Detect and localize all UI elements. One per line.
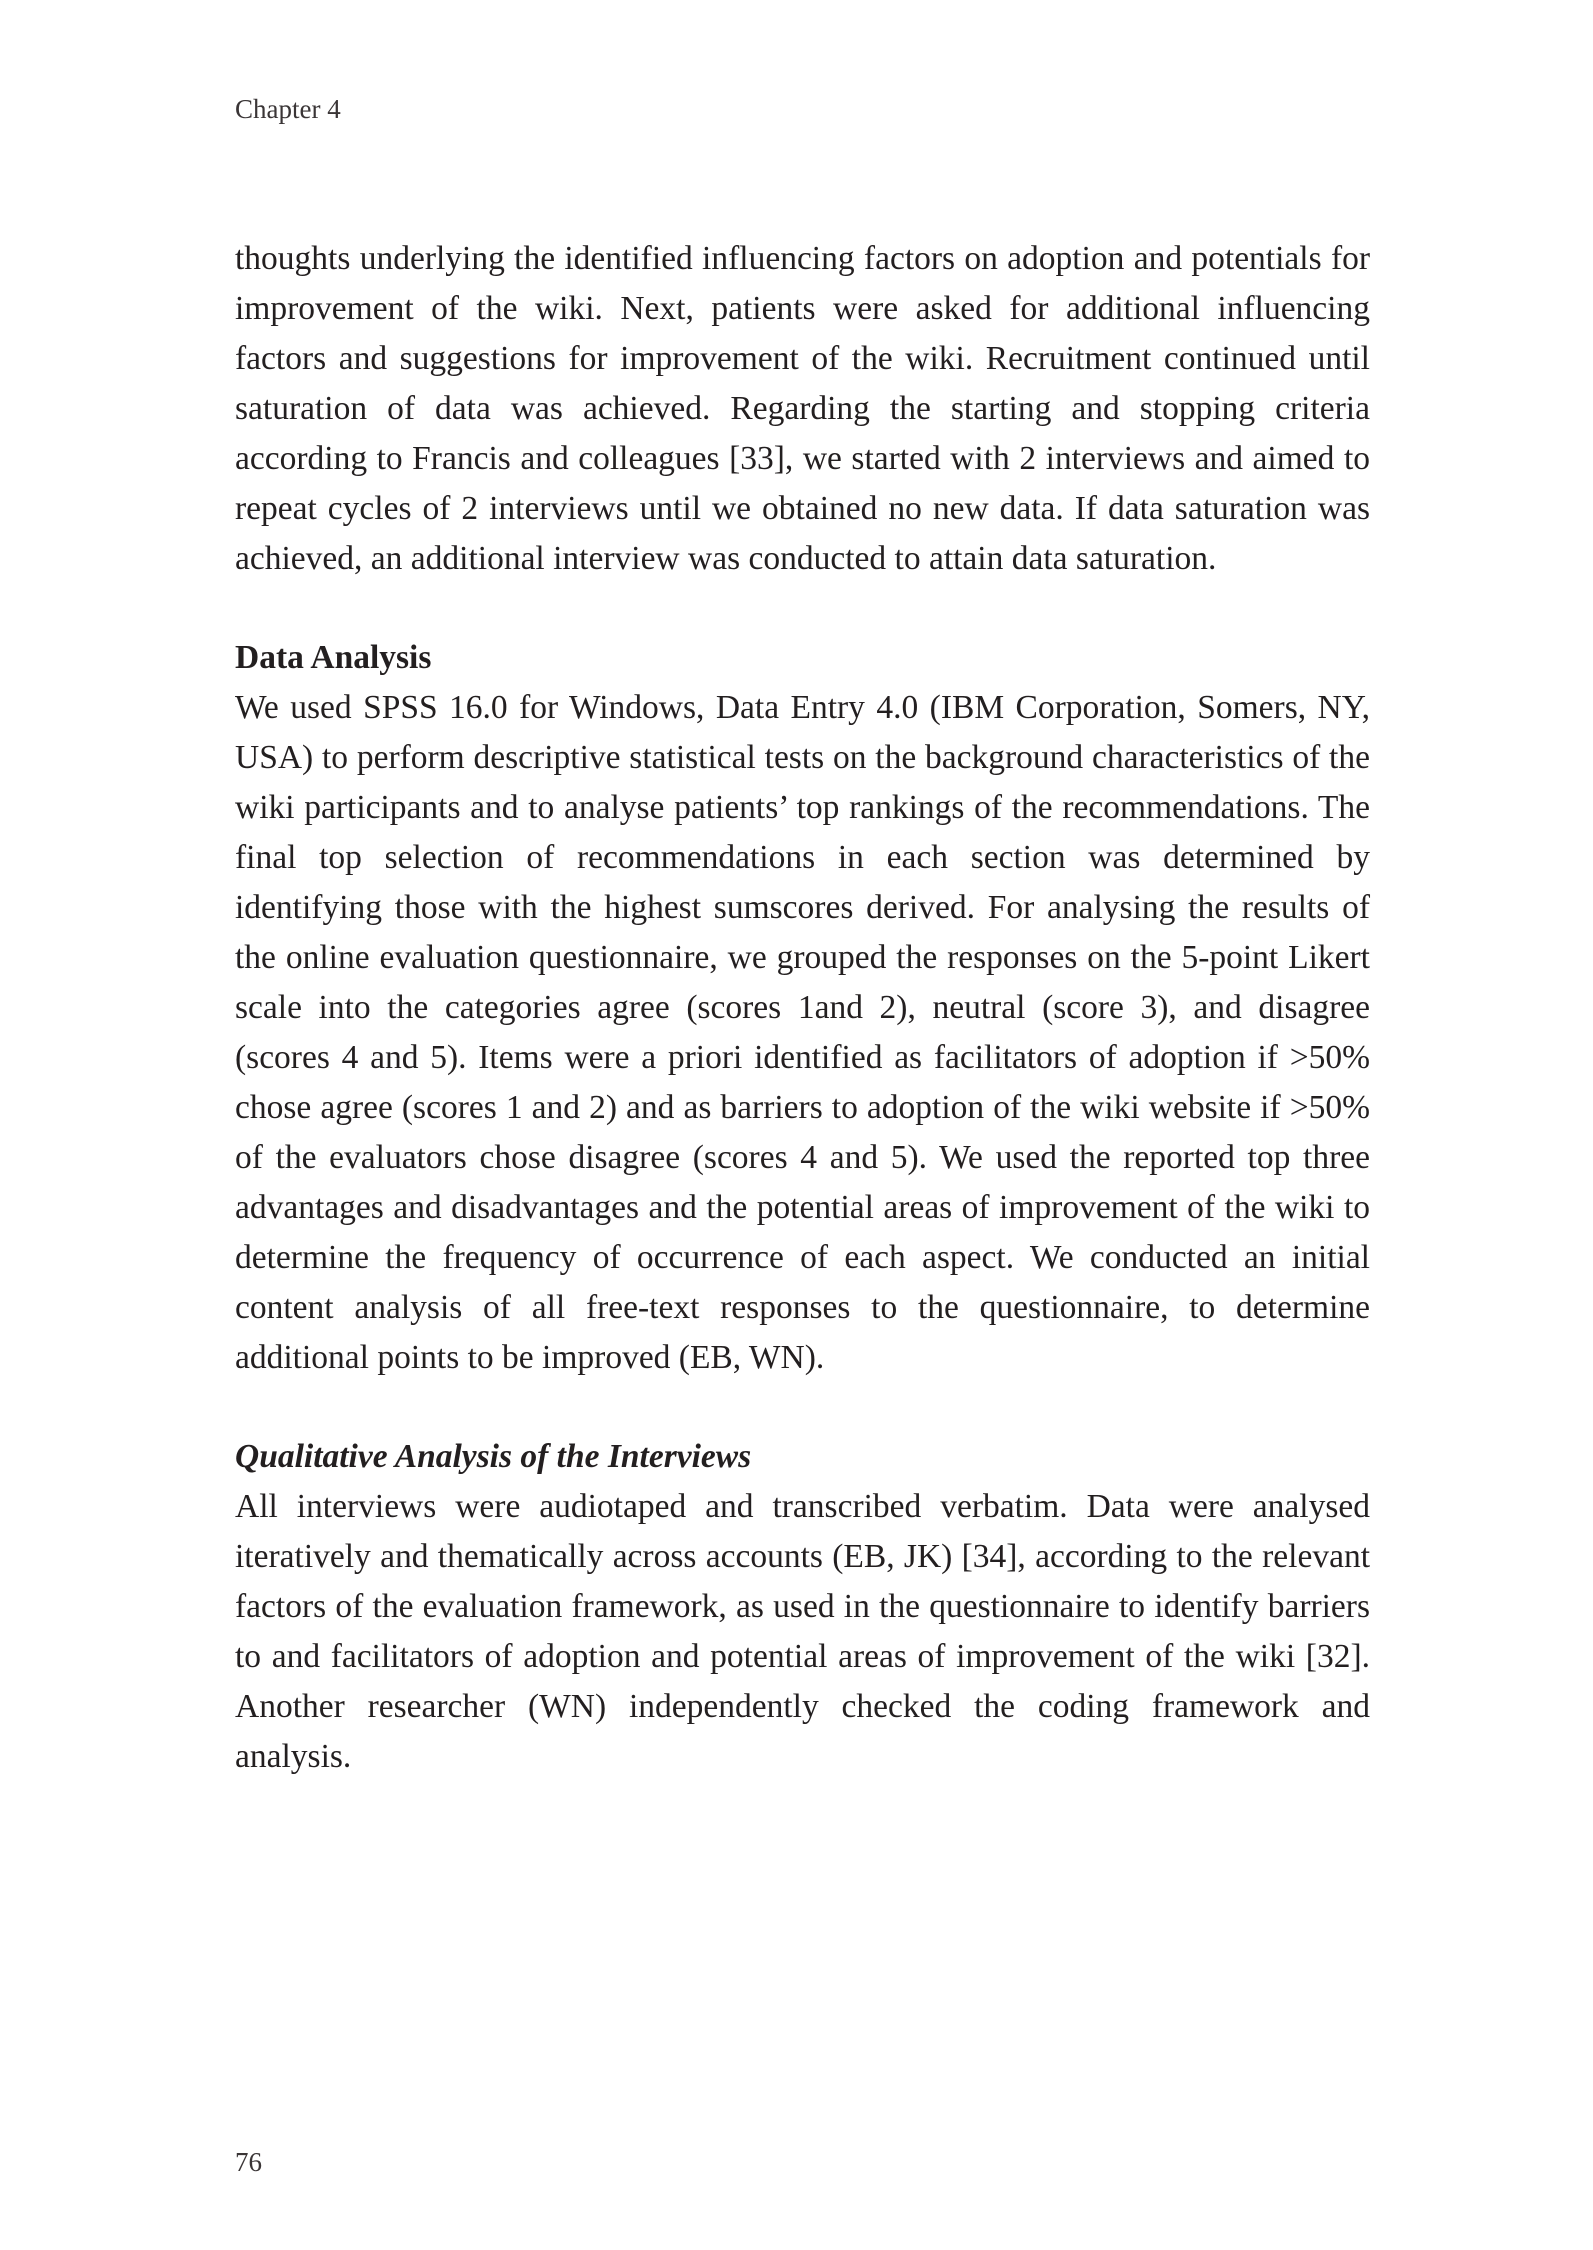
- section-heading-data-analysis: Data Analysis: [235, 639, 432, 676]
- body-paragraph-data-analysis: We used SPSS 16.0 for Windows, Data Entry 4.0 (IBM Corporation, Somers, NY, USA) to perform descriptive statistical tests on the background characteristics of the wiki participants and to analyse patients’ top rankings of the recommendations. The final top selection of recommendations in each section was determined by identifying those with the highest sumscores derived. For analysing the results of the online evaluation questionnaire, we grouped the responses on the 5-point Likert scale into the categories agree (scores 1and 2), neutral (score 3), and disagree (scores 4 and 5). Items were a priori identified as facilitators of adoption if >50% chose agree (scores 1 and 2) and as barriers to adoption of the wiki website if >50% of the evaluators chose disagree (scores 4 and 5). We used the reported top three advantages and disadvantages and the potential areas of improvement of the wiki to determine the frequency of occurrence of each aspect. We conducted an initial content analysis of all free-text responses to the questionnaire, to determine additional points to be improved (EB, WN).: [235, 689, 1370, 1376]
- body-paragraph-qualitative-analysis: All interviews were audiotaped and transcribed verbatim. Data were analysed iteratively and thematically across accounts (EB, JK) [34], according to the relevant factors of the evaluation framework, as used in the questionnaire to identify barriers to and facilitators of adoption and potential areas of improvement of the wiki [32]. Another researcher (WN) independently checked the coding framework and analysis.: [235, 1488, 1370, 1775]
- running-header-chapter: Chapter 4: [235, 94, 341, 124]
- body-paragraph-intro: thoughts underlying the identified influencing factors on adoption and potentials for improvement of the wiki. Next, patients were asked for additional influencing factors and suggestions for improvement of the wiki. Recruitment continued until saturation of data was achieved. Regarding the starting and stopping criteria according to Francis and colleagues [33], we started with 2 interviews and aimed to repeat cycles of 2 interviews until we obtained no new data. If data saturation was achieved, an additional interview was conducted to attain data saturation.: [235, 240, 1370, 577]
- page-number: 76: [235, 2147, 262, 2177]
- subsection-heading-qualitative-analysis: Qualitative Analysis of the Interviews: [235, 1438, 752, 1475]
